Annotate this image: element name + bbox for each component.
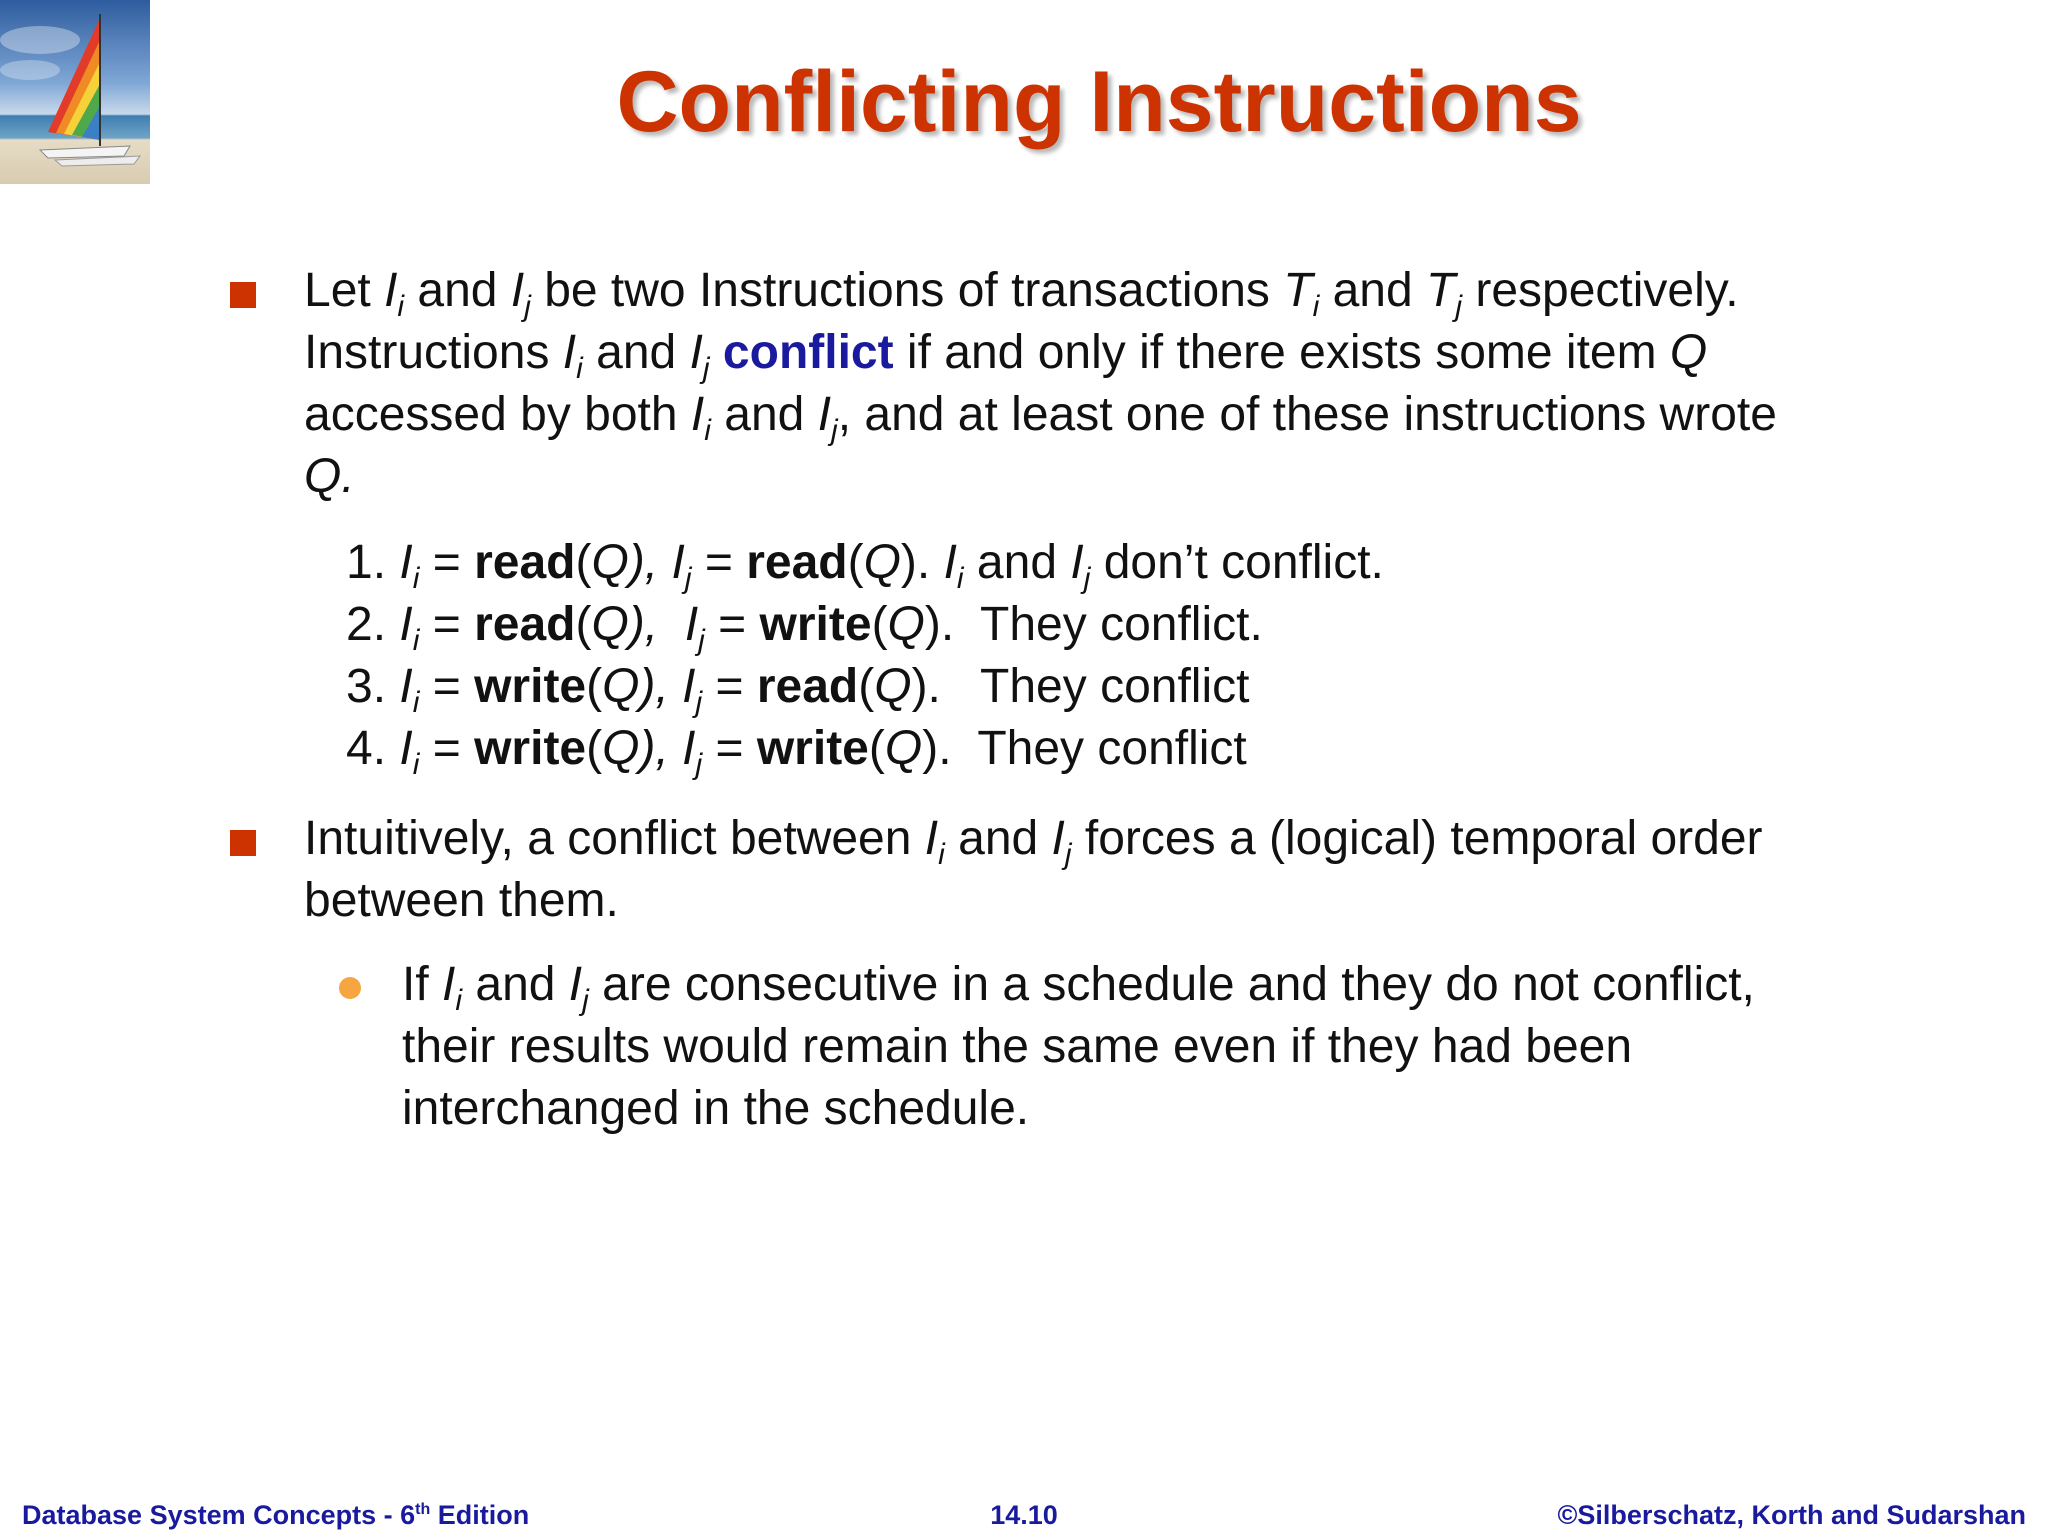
- square-bullet-icon: [230, 282, 256, 308]
- round-bullet-icon: [338, 976, 362, 1000]
- case-item: 1. $I_i$ = read(Q), $I_j$ = read(Q). $I_i$ and $I_j$ don’t conflict.: [346, 536, 1384, 595]
- slide-content: [230, 260, 1830, 1140]
- slide-footer: [0, 1500, 2048, 1536]
- conflict-cases-list: [230, 532, 1830, 780]
- keyword-conflict: conflict: [722, 326, 894, 379]
- case-item: 3. $I_i$ = write(Q), $I_j$ = read(Q). They conflict: [346, 660, 1250, 719]
- sub-bullet-consecutive: If $I_i$ and $I_j$ are consecutive in a schedule and they do not conflict, their results would remain the same even if they had been interchanged in the schedule.: [338, 954, 1830, 1140]
- bullet-intuition: Intuitively, a conflict between $I_i$ and $I_j$ forces a (logical) temporal order between them.: [230, 808, 1830, 932]
- square-bullet-icon: [230, 830, 256, 856]
- case-item: 4. $I_i$ = write(Q), $I_j$ = write(Q). They conflict: [346, 722, 1247, 781]
- footer-slide-number: 14.10: [990, 1500, 1058, 1530]
- footer-copyright: ©Silberschatz, Korth and Sudarshan: [1557, 1500, 2026, 1530]
- slide-title: Conflicting Instructions: [616, 54, 1582, 150]
- case-item: 2. $I_i$ = read(Q), $I_j$ = write(Q). They conflict.: [346, 598, 1263, 657]
- footer-book-title: Database System Concepts - 6th Edition: [22, 1500, 530, 1530]
- bullet-definition: Let $I_i$ and $I_j$ be two Instructions of transactions $T_i$ and $T_j$ respectively. Instructions $I_i$ and $I_j$ conflict if and only if there exists some item Q accessed by both $I_i$ and $I_j$, and at least one of these instructions wrote Q.: [230, 260, 1830, 508]
